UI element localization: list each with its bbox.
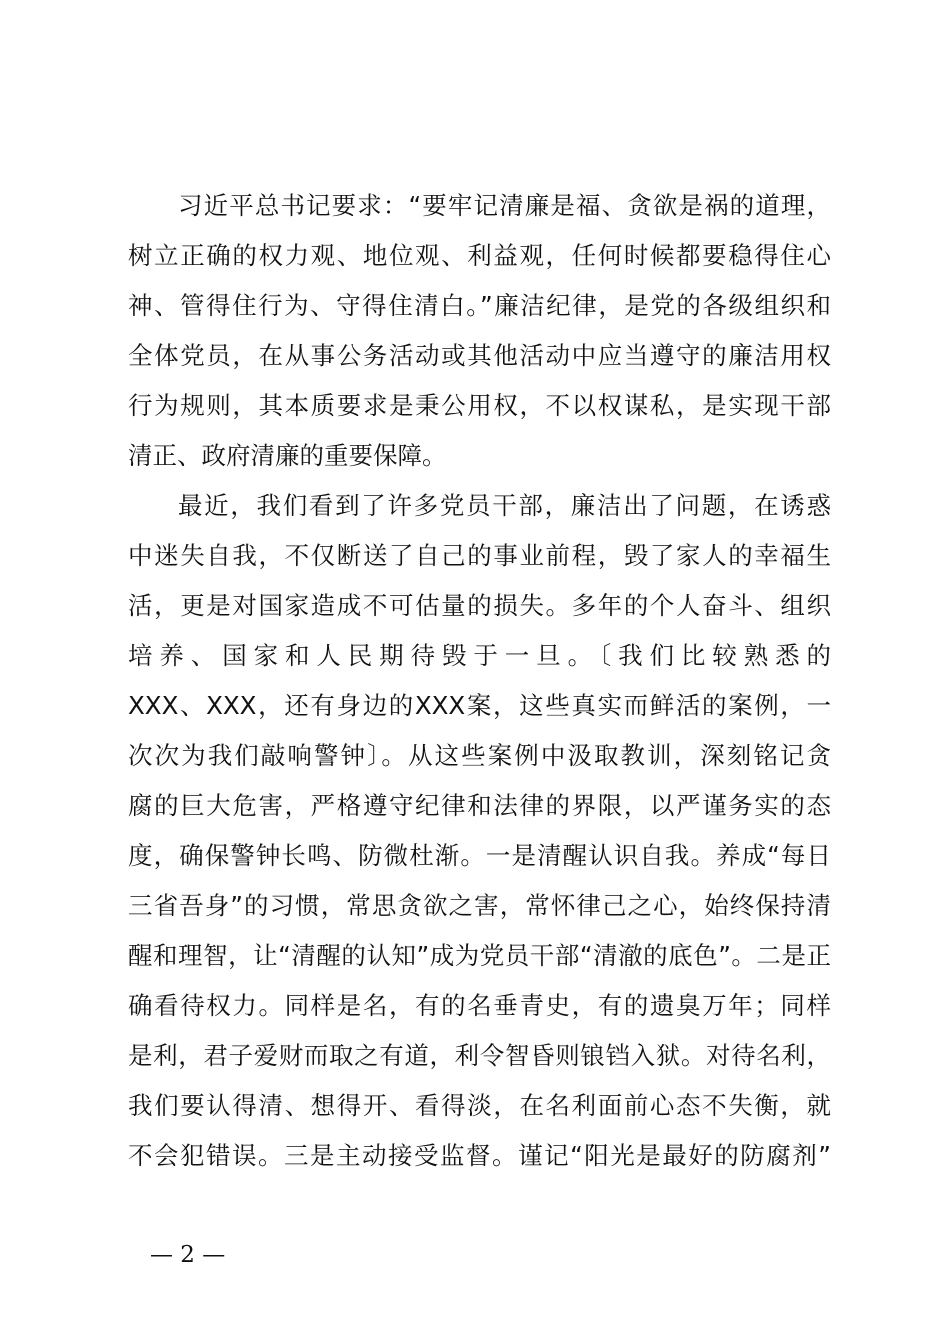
paragraph-2-line-8: 度，确保警钟长鸣、防微杜渐。一是清醒认识自我。养成“每日 <box>128 841 831 870</box>
paragraph-1-line-1: 习近平总书记要求：“要牢记清廉是福、贪欲是祸的道理， <box>178 191 831 220</box>
page-number: — 2 — <box>150 1242 226 1268</box>
paragraph-2-line-6: 次次为我们敲响警钟〕。从这些案例中汲取教训，深刻铭记贪 <box>128 741 831 770</box>
paragraph-1-line-3: 神、管得住行为、守得住清白。”廉洁纪律，是党的各级组织和 <box>128 291 831 320</box>
paragraph-2-line-13: 我们要认得清、想得开、看得淡，在名利面前心态不失衡，就 <box>128 1091 831 1120</box>
paragraph-2-line-1: 最近，我们看到了许多党员干部，廉洁出了问题，在诱惑 <box>178 491 831 520</box>
paragraph-2-line-10: 醒和理智，让“清醒的认知”成为党员干部“清澈的底色”。二是正 <box>128 941 831 970</box>
paragraph-1-line-2: 树立正确的权力观、地位观、利益观，任何时候都要稳得住心 <box>128 241 831 270</box>
paragraph-2-line-11: 确看待权力。同样是名，有的名垂青史，有的遗臭万年；同样 <box>128 991 831 1020</box>
paragraph-2-line-14: 不会犯错误。三是主动接受监督。谨记“阳光是最好的防腐剂” <box>128 1141 831 1170</box>
paragraph-2-line-5: XXX、XXX，还有身边的XXX案，这些真实而鲜活的案例，一 <box>128 691 831 720</box>
paragraph-2-line-9: 三省吾身”的习惯，常思贪欲之害，常怀律己之心，始终保持清 <box>128 891 831 920</box>
paragraph-2-line-4: 培养、国家和人民期待毁于一旦。〔我们比较熟悉的 <box>128 641 831 670</box>
paragraph-1-line-5: 行为规则，其本质要求是秉公用权，不以权谋私，是实现干部 <box>128 391 831 420</box>
paragraph-2-line-7: 腐的巨大危害，严格遵守纪律和法律的界限，以严谨务实的态 <box>128 791 831 820</box>
paragraph-2-line-2: 中迷失自我，不仅断送了自己的事业前程，毁了家人的幸福生 <box>128 541 831 570</box>
paragraph-2-line-12: 是利，君子爱财而取之有道，利令智昏则锒铛入狱。对待名利， <box>128 1041 831 1070</box>
paragraph-2-line-3: 活，更是对国家造成不可估量的损失。多年的个人奋斗、组织 <box>128 591 831 620</box>
paragraph-1-line-6: 清正、政府清廉的重要保障。 <box>128 441 447 470</box>
paragraph-1-line-4: 全体党员，在从事公务活动或其他活动中应当遵守的廉洁用权 <box>128 341 831 370</box>
